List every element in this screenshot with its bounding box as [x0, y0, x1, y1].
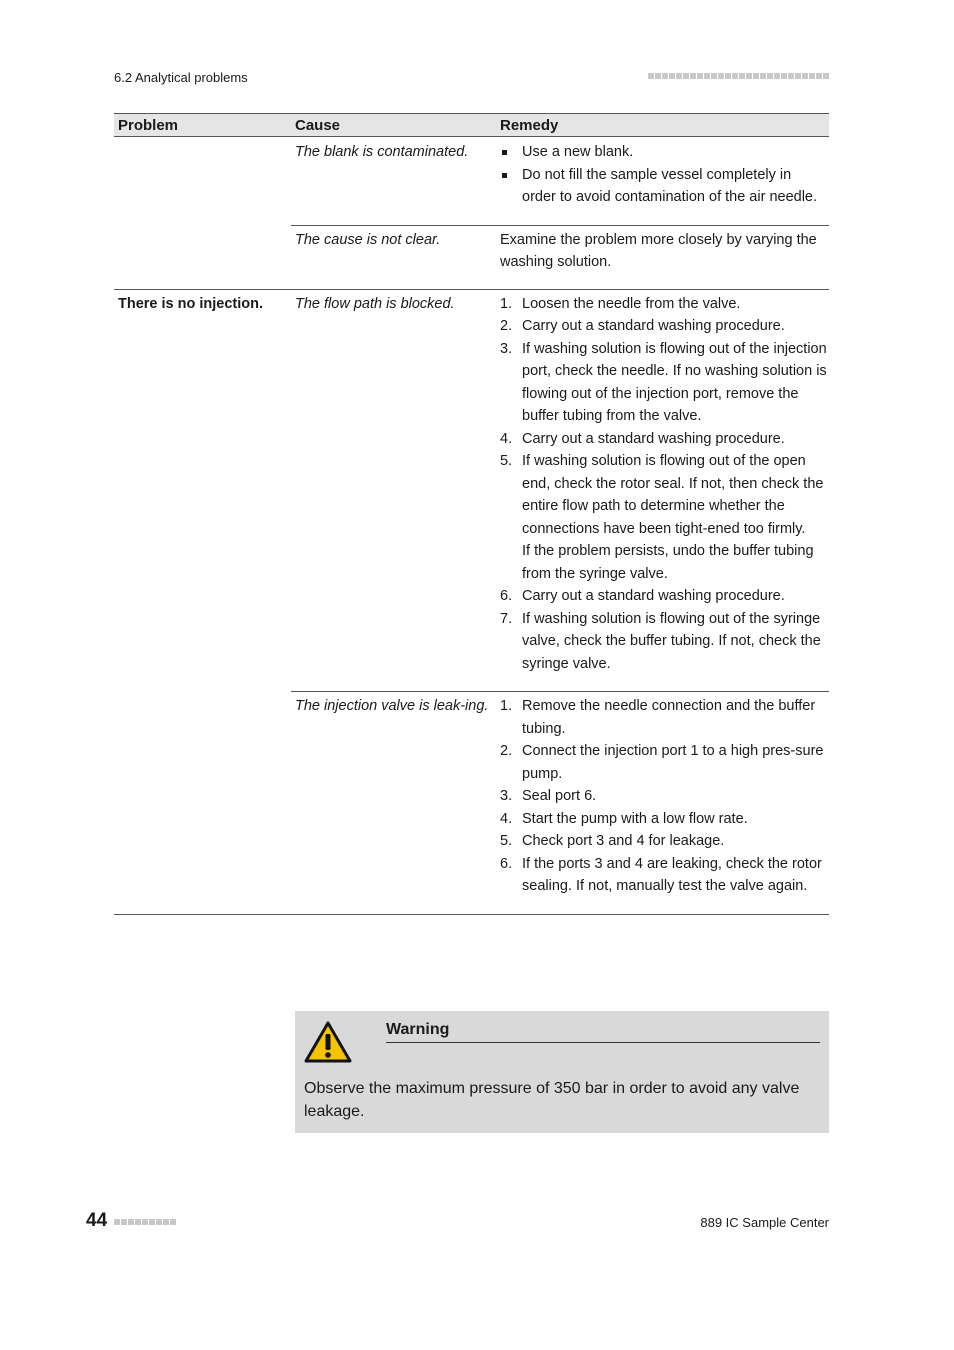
remedy-bullet: Do not fill the sample vessel completely in order to avoid contamination of the air needle.: [500, 164, 829, 209]
column-header-remedy: Remedy: [500, 116, 559, 134]
remedy-step: 1. Loosen the needle from the valve.: [500, 295, 741, 312]
troubleshooting-table: [114, 113, 829, 915]
remedy-step: 3. If washing solution is flowing out of the injection port, check the needle. If no washing solution is flowing out of the injection port, remove the buffer tubing from the valve.: [500, 340, 827, 424]
cause-cell: The injection valve is leak-ing.: [295, 698, 489, 714]
remedy-step: 6. If the ports 3 and 4 are leaking, check the rotor sealing. If not, manually test the valve again.: [500, 855, 822, 894]
remedy-cell: [496, 141, 829, 209]
problem-cell: There is no injection.: [118, 295, 264, 312]
remedy-cell: [496, 695, 829, 898]
running-header-section: 6.2 Analytical problems: [114, 70, 248, 85]
warning-box: [295, 1011, 829, 1133]
page-number: 44: [86, 1210, 108, 1231]
table-row: [291, 290, 829, 692]
remedy-step: 4. Start the pump with a low flow rate.: [500, 810, 748, 827]
table-row-group: [114, 137, 829, 289]
column-header-cause: Cause: [295, 116, 341, 134]
warning-triangle-icon: [304, 1021, 352, 1063]
remedy-step: 4. Carry out a standard washing procedure.: [500, 430, 785, 447]
table-bottom-rule: [114, 914, 829, 915]
remedy-step-note: If the problem persists, undo the buffer tubing from the syringe valve.: [522, 543, 814, 582]
remedy-bullet: Use a new blank.: [500, 141, 829, 164]
table-header: [114, 113, 829, 137]
remedy-step: 7. If washing solution is flowing out of the syringe valve, check the buffer tubing. If not, check the syringe valve.: [500, 610, 821, 672]
remedy-step: 3. Seal port 6.: [500, 788, 597, 804]
warning-title: Warning: [386, 1021, 820, 1043]
remedy-cell: Examine the problem more closely by varying the washing solution.: [500, 231, 817, 270]
cause-cell: The blank is contaminated.: [295, 144, 469, 160]
table-row: [291, 137, 829, 225]
remedy-cell: [496, 293, 829, 676]
remedy-step: 2. Connect the injection port 1 to a high pres-sure pump.: [500, 743, 824, 782]
table-row-group: [114, 289, 829, 914]
table-row: [291, 225, 829, 289]
remedy-step: 6. Carry out a standard washing procedure.: [500, 588, 785, 604]
problem-cell: [114, 137, 291, 289]
remedy-step: 2. Carry out a standard washing procedure.: [500, 318, 785, 334]
header-decoration: [648, 73, 829, 79]
cause-cell: The flow path is blocked.: [295, 295, 455, 312]
remedy-step: 5. If washing solution is flowing out of the open end, check the rotor seal. If not, then check the entire flow path to determine whether the connections have been tight-ened too firmly. If the problem persists, undo the buffer tubing from the syringe valve.: [500, 453, 824, 582]
footer-product-name: 889 IC Sample Center: [700, 1215, 829, 1230]
remedy-step: 1. Remove the needle connection and the buffer tubing.: [500, 698, 816, 737]
cause-cell: The cause is not clear.: [295, 231, 441, 248]
column-header-problem: Problem: [118, 116, 179, 134]
warning-text: Observe the maximum pressure of 350 bar in order to avoid any valve leakage.: [304, 1080, 800, 1120]
footer-decoration: [114, 1219, 176, 1225]
remedy-step: 5. Check port 3 and 4 for leakage.: [500, 833, 725, 849]
table-row: [291, 691, 829, 914]
